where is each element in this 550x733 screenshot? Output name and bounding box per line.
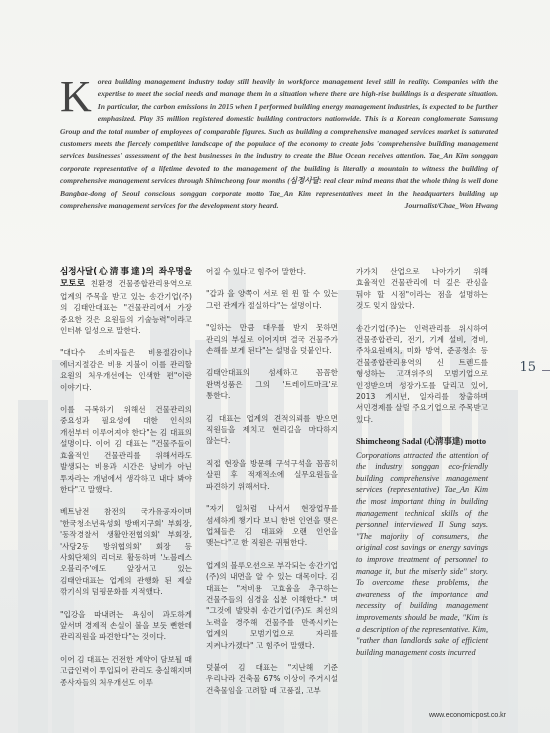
paragraph [60, 266, 192, 336]
paragraph: 송간기업(주)는 인력관리를 위시하여 건물종합관리, 전기, 기계 설비, 경비, 주차요원배치, 미화 방역, 준공청소 등 건물종합관리용역의 신 트렌드를 형성하는 고객위주의 모범기업으로 인정받으며 성장가도를 달리고 있어, 2013 게시년, 일자리를 창출하며 서민경제를 살릴 주요기업으로 주목받고 있다. [356, 323, 488, 424]
article-column-2 [206, 266, 338, 707]
paragraph: 업계의 블루오션으로 부각되는 송간기업(주)의 내면을 알 수 있는 대목이다. 김 대표는 "저비용 고효율을 추구하는 건물주들의 심경을 십분 이해한다." 며 "그것에 발맞춰 송간기업(주)도 최선의 노력을 경주해 건물주를 만족시키는 업계의 모범기업으로 자리를 지켜나가겠다" 고 힘주어 말했다. [206, 560, 338, 650]
paragraph: 가가치 산업으로 나아가기 위해 효율적인 건물관리에 더 깊은 관심을 둬야 할 시점"이라는 점을 설명하는 것도 잊지 않았다. [356, 267, 488, 311]
article-column-3 [356, 266, 488, 658]
paragraph: "대다수 소비자들은 비용절감이나 에너지절감은 비용 지불이 이를 관리할 요원의 처우개선에는 인색한 편"이란 이야기다. [60, 348, 192, 392]
english-section-text: Corporations attracted the attention of the industry songgan eco-friendly building comprehensive management services (representative) Tae_An Kim the most important thing in building management technical skills of the personnel interviewed Il Sung says. "The majority of consumers, the original cost savings or energy savings to improve treatment of personnel to manage it, but the miserly side" story. To overcome these problems, the awareness of the importance and necessity of building management improvements should be made, "Kim is a description of the representative. Kim, "rather than landlords sake of efficient building management costs incurred [356, 450, 488, 657]
paragraph: 어질 수 있다고 힘주어 말한다. [206, 267, 307, 276]
article-column-1 [60, 266, 192, 699]
lead-text: orea building management industry today still heavily in workforce management level still in reality. Companies with the expertise to meet the social needs and manage them in a situation where there are high-rise buildings is a desperate situation. In particular, the carbon emissions in 2015 when I performed building energy management industries, is expected to be further emphasized. Play 35 million registered domestic building contractors nationwide. This is a Korean conglomerate Samsung Group and the total number of employees of comparable figures. Such as building a comprehensive managed services market is saturated customers meets the fiercely competitive landscape of the populace of the economy to create jobs 'comprehensive building management services businesses' assessment of the best businesses in the industry to create the Blue Ocean receives attention. Tae_An Kim songgan corporate representative of a lifetime devoted to the management of the building is literally a mountain to witness the building of comprehensive management services through Shimcheong four months (심정사달: real clear mind means that the whole thing is well done Bangbae-dong of Seoul conscious songgan corporate motto Tae_An Kim representatives meet in the headquarters building up comprehensive management services for the development story heard. [60, 77, 498, 211]
paragraph: 김태안대표의 섬세하고 꼼꼼한 완벽성품은 그의 '트레이드마크'로 통한다. [206, 368, 338, 401]
paragraph: "일하는 만큼 대우를 받지 못하면 관리의 부실로 이어지며 결국 건물주가 손해를 보게 된다"는 설명을 덧붙인다. [206, 323, 338, 356]
paragraph: "자기 일처럼 나서서 현장업무를 섬세하게 챙기다 보니 한번 인연을 맺은 업체들은 김 대표와 오랜 인연을 맺는다"고 한 직원은 귀띔한다. [206, 504, 338, 548]
byline: Journalist/Chae_Won Hwang [404, 201, 498, 211]
paragraph: 베트남전 참전의 국가유공자이며 '한국청소년육성회 방배지구회' 부회장, '동작경찰서 생활안전협의회' 부회장, '사당2동 방위협의회' 회장 등 사회단체의 리더로 활동하며 '노블레스 오블리주'에도 앞장서고 있는 김태안대표는 업계의 관행화 된 제살 깎기식의 덤핑문화를 지적했다. [60, 507, 192, 597]
paragraph: 덧붙여 김 대표는 "지난해 기준 우리나라 건축물 67% 이상이 주거시설 건축물임을 고려할 때 고품질, 고부 [206, 662, 338, 695]
paragraph: "갑과 을 양쪽이 서로 윈 윈 할 수 있는 그런 관계가 절실하다"는 설명이다. [206, 289, 338, 310]
paragraph-text: 친환경 건물종합관리용역으로 업계의 주목을 받고 있는 송간기업(주)의 김태안대표는 "건물관리에서 가장 중요한 것은 요원들의 기술능력"이라고 인터뷰 일성으로 말한다. [60, 279, 192, 336]
page-marker-line [542, 370, 550, 371]
footer-url: www.economicpost.co.kr [428, 712, 506, 719]
paragraph: 이어 김 대표는 건전한 계약이 담보될 때 고급인력이 투입되어 관리도 충실해지며 종사자들의 처우개선도 이루 [60, 654, 192, 687]
paragraph: 김 대표는 업계의 견적의뢰를 받으면 직원들을 제치고 현리길을 마다하지 않는다. [206, 413, 338, 446]
paragraph: "입강을 따내려는 욕심이 과도하게 앞서며 경제적 손실이 불을 보듯 뻔한데 관리직원을 파견한다"는 것이다. [60, 609, 192, 642]
page-number: 15 [519, 360, 536, 375]
headline-phrase: 심정사달(心淸事達)의 좌우명을 모토로 [60, 267, 192, 290]
lead-english-summary [60, 72, 498, 212]
paragraph: 이를 극복하기 위해선 건물관리의 중요성과 필요성에 대한 인식의 개선부터 이루어져야 한다"는 김 대표의 설명이다. 이어 김 대표는 "건물주들이 효율적인 건물관리를 위해서라도 발생되는 비용과 시간은 낭비가 아닌 투자라는 개념에서 생각하고 내다 봐야 한다"고 말했다. [60, 405, 192, 494]
english-section-title: Shimcheong Sadal (心淸事達) motto [356, 437, 487, 447]
paragraph: 직접 현장을 방문해 구석구석을 꼼꼼히 살핀 후 적재적소에 실무요원들을 파견하기 위해서다. [206, 458, 338, 491]
drop-cap: K [60, 72, 92, 121]
